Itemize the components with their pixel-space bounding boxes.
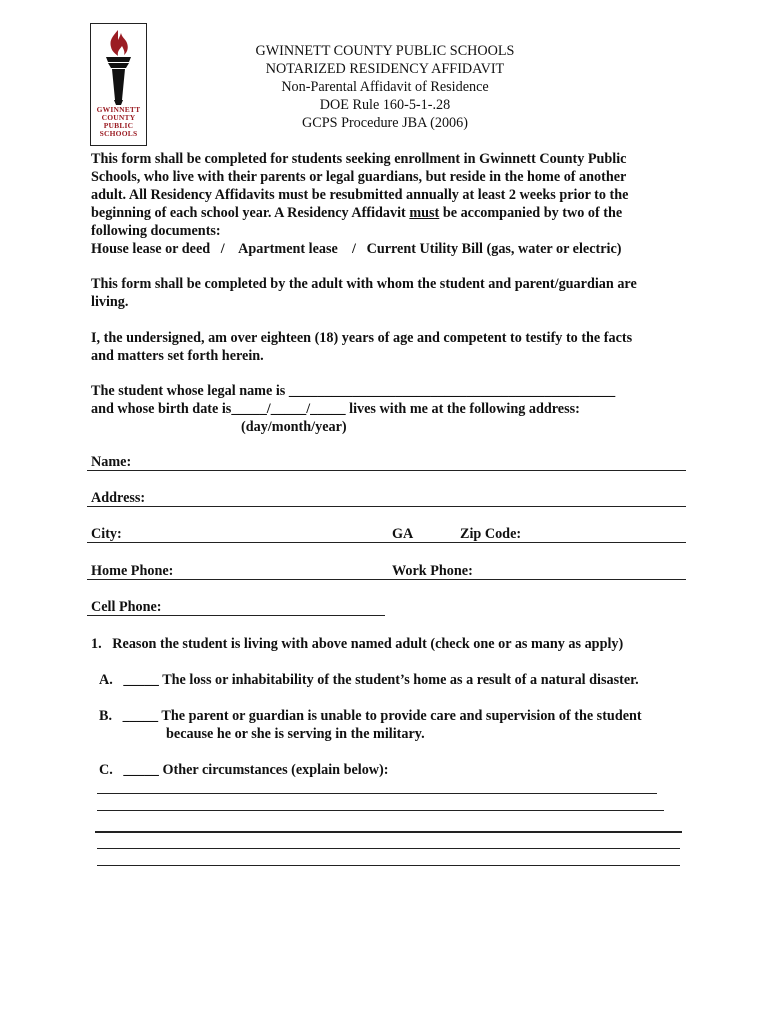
home-phone-label: Home Phone: (91, 563, 174, 579)
date-format-hint: (day/month/year) (241, 419, 347, 435)
reason-heading: 1. Reason the student is living with above named adult (check one or as many as apply) (91, 636, 624, 652)
reason-a[interactable]: A. _____ The loss or inhabitability of the student’s home as a result of a natural disaster. (99, 672, 639, 688)
address-field[interactable] (87, 506, 686, 507)
logo-text-line4: SCHOOLS (99, 129, 138, 138)
explain-line[interactable] (97, 810, 664, 811)
address-label: Address: (91, 490, 146, 506)
explain-line[interactable] (95, 831, 682, 833)
name-field[interactable] (87, 470, 686, 471)
cell-phone-label: Cell Phone: (91, 599, 162, 615)
intro-line5: following documents: (91, 223, 221, 239)
intro-line4-a: beginning of each school year. A Residency Affidavit (91, 205, 410, 221)
undersigned-paragraph (91, 329, 632, 365)
logo-text-line1: GWINNETT (96, 105, 141, 114)
reason-b-continued: because he or she is serving in the military. (166, 726, 425, 742)
phone-field[interactable] (87, 579, 686, 580)
documents-list: House lease or deed / Apartment lease / Current Utility Bill (gas, water or electric) (91, 241, 622, 257)
work-phone-label: Work Phone: (392, 563, 473, 579)
adult-line2: living. (91, 294, 129, 310)
logo-text-line2: COUNTY (101, 113, 136, 122)
student-block (91, 382, 615, 436)
birth-date-line[interactable]: and whose birth date is_____/_____/_____ lives with me at the following address: (91, 401, 580, 417)
gcps-logo (90, 23, 147, 146)
form-header (200, 42, 570, 132)
explain-line[interactable] (97, 793, 657, 794)
reason-b[interactable]: B. _____ The parent or guardian is unable to provide care and supervision of the student (99, 708, 642, 724)
doe-rule: DOE Rule 160-5-1-.28 (319, 97, 451, 113)
cell-phone-field[interactable] (87, 615, 385, 616)
intro-line2: Schools, who live with their parents or legal guardians, but reside in the home of another (91, 169, 627, 185)
explain-line[interactable] (97, 865, 680, 866)
logo-text-line3: PUBLIC (103, 121, 134, 130)
gcps-procedure: GCPS Procedure JBA (2006) (302, 115, 468, 131)
explain-line[interactable] (97, 848, 680, 849)
zip-code-label: Zip Code: (460, 526, 522, 542)
intro-paragraph (91, 150, 628, 258)
intro-line4 (91, 204, 628, 222)
name-label: Name: (91, 454, 132, 470)
undersigned-line1: I, the undersigned, am over eighteen (18) years of age and competent to testify to the facts (91, 330, 633, 346)
reason-c[interactable]: C. _____ Other circumstances (explain below): (99, 762, 389, 778)
city-zip-field[interactable] (87, 542, 686, 543)
state-label: GA (392, 526, 414, 542)
intro-line3: adult. All Residency Affidavits must be resubmitted annually at least 2 weeks prior to the (91, 187, 629, 203)
form-title: NOTARIZED RESIDENCY AFFIDAVIT (265, 61, 505, 77)
intro-line1: This form shall be completed for students seeking enrollment in Gwinnett County Public (91, 151, 627, 167)
intro-line4-c: be accompanied by two of the (439, 205, 623, 221)
student-name-line[interactable]: The student whose legal name is ______________________________________________ (91, 383, 616, 399)
adult-line1: This form shall be completed by the adult with whom the student and parent/guardian are (91, 276, 637, 292)
form-subtitle: Non-Parental Affidavit of Residence (281, 79, 489, 95)
undersigned-line2: and matters set forth herein. (91, 348, 264, 364)
district-title: GWINNETT COUNTY PUBLIC SCHOOLS (255, 43, 515, 59)
city-label: City: (91, 526, 122, 542)
intro-must: must (409, 205, 440, 221)
adult-paragraph (91, 275, 637, 311)
